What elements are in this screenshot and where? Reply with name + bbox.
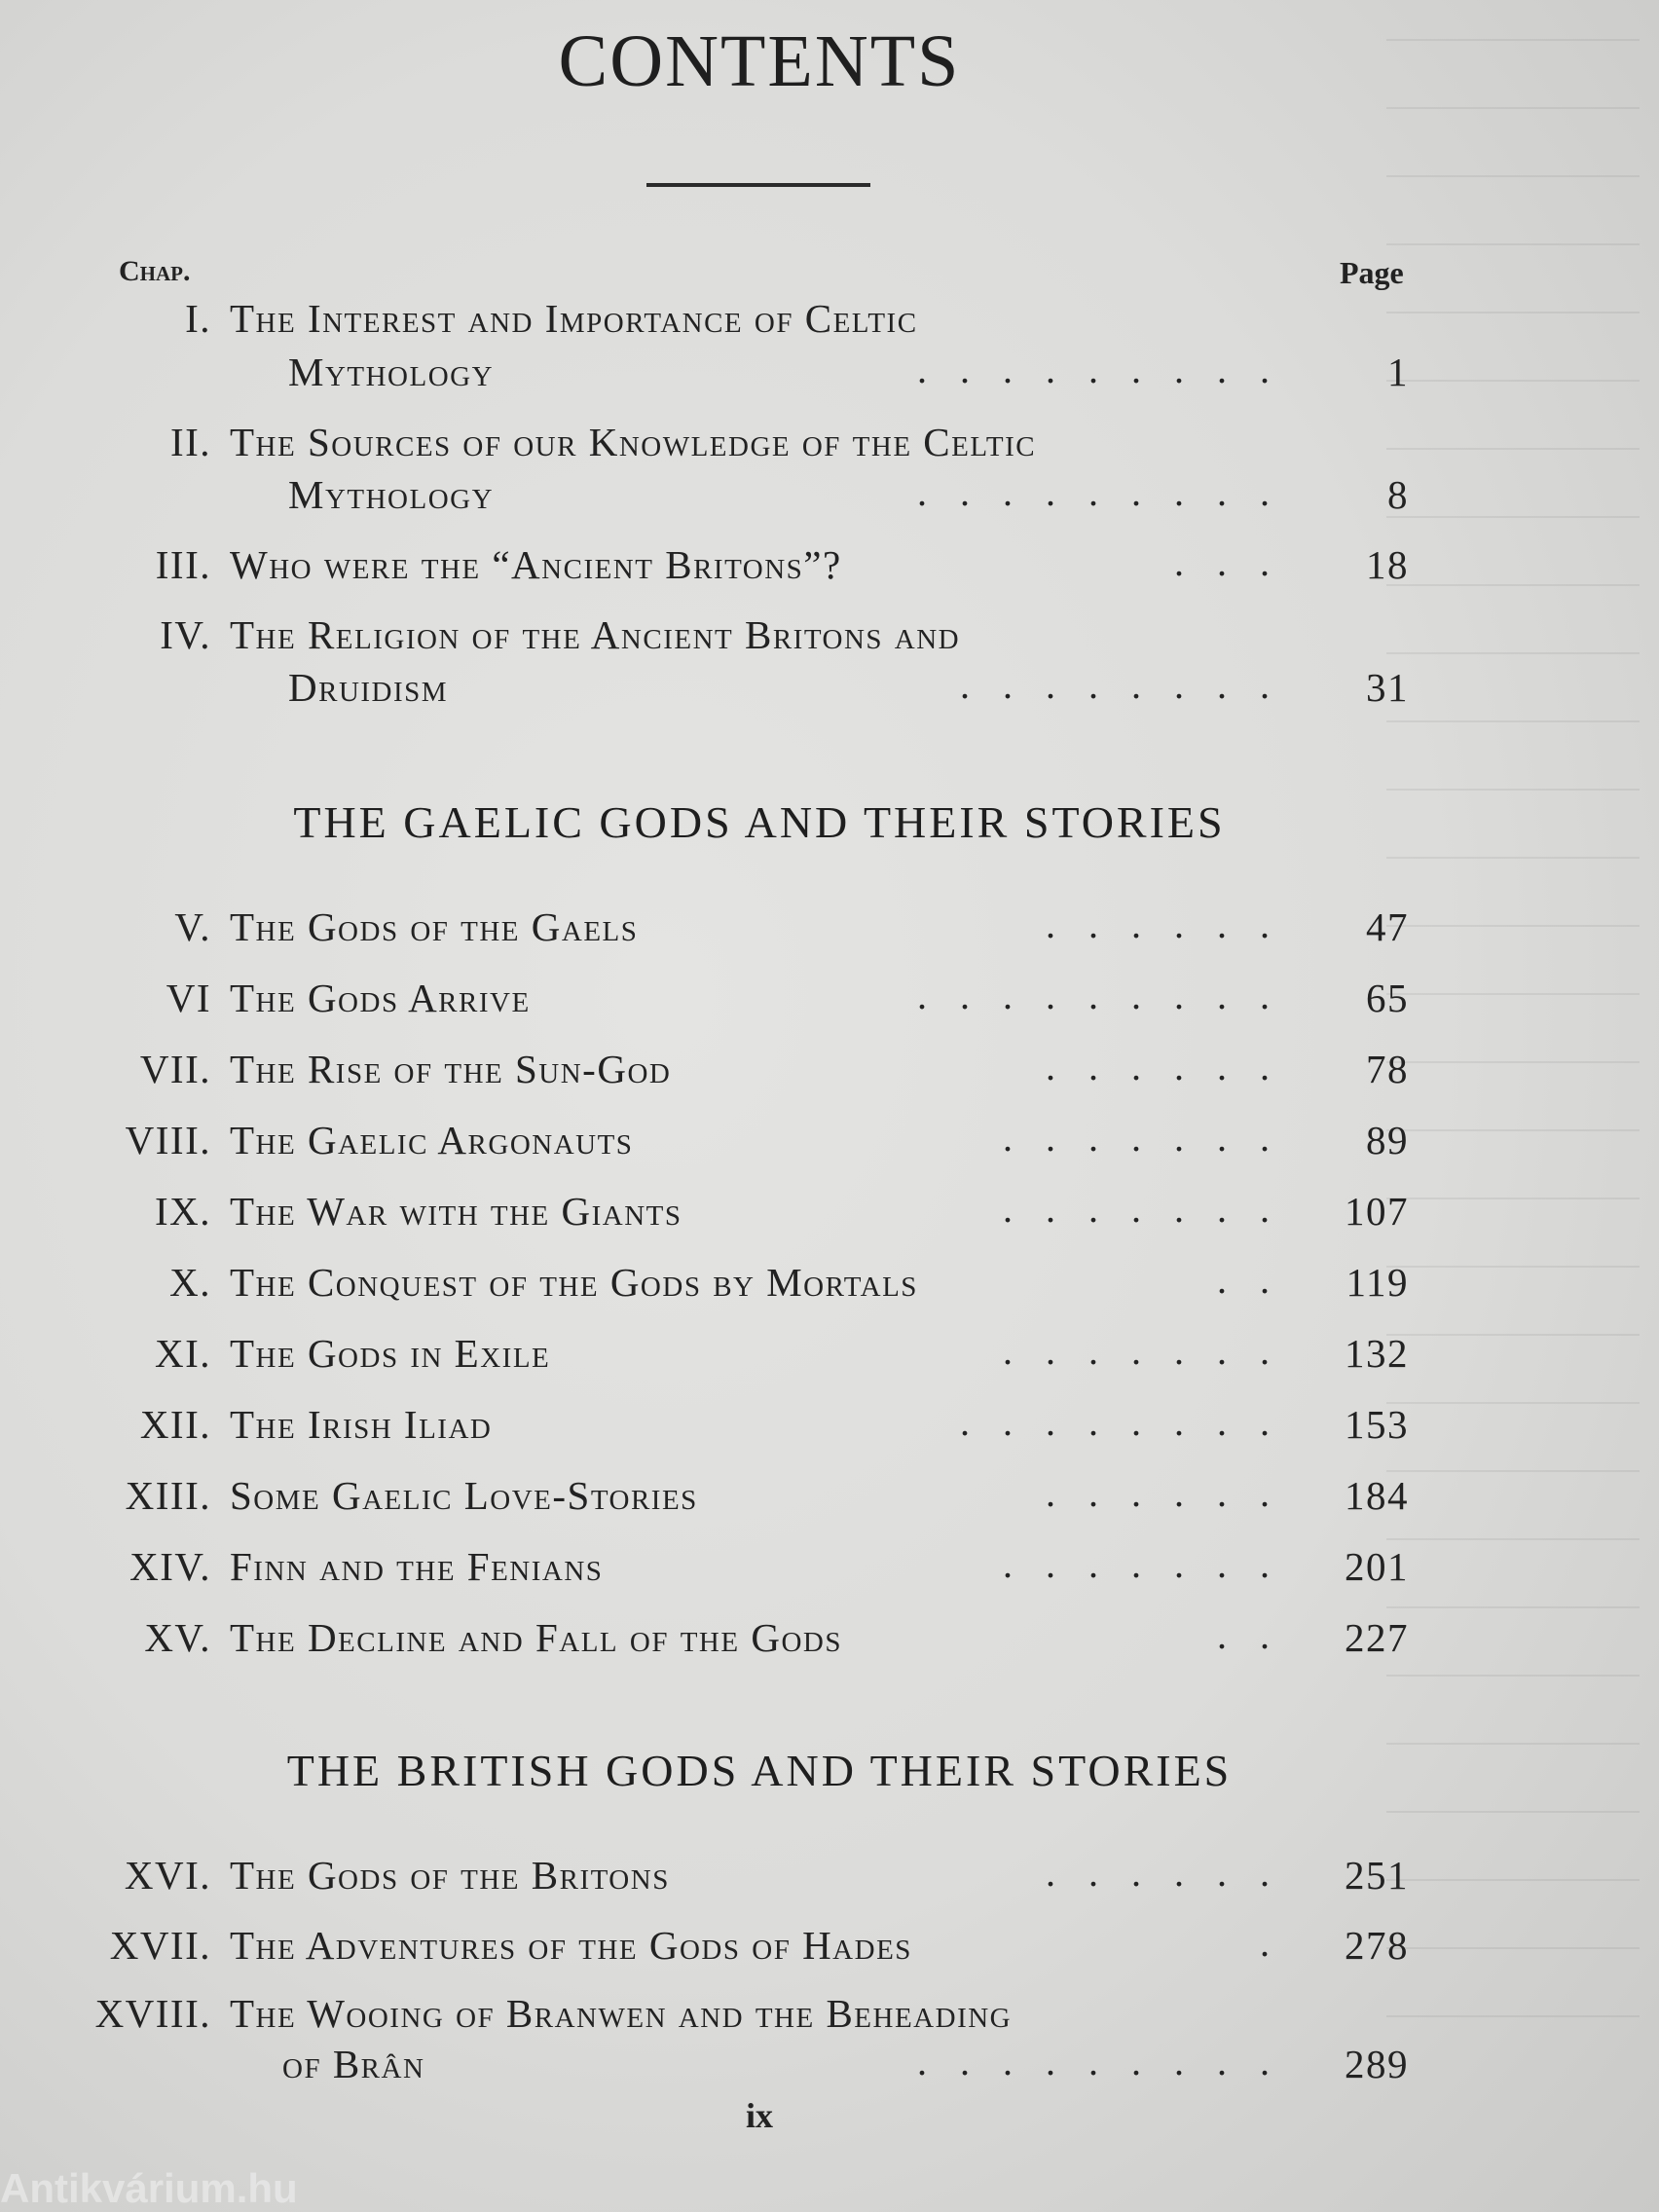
chapter-title: The Gods of the Gaels xyxy=(230,904,639,949)
chapter-number: IX. xyxy=(154,1189,211,1234)
toc-entry xyxy=(0,1111,1421,1169)
page-number: 8 xyxy=(1387,472,1409,517)
chapter-number: IV. xyxy=(160,612,211,657)
chapter-title: The Gods in Exile xyxy=(230,1331,551,1376)
page-column-header: Page xyxy=(1340,255,1404,290)
page-number: 289 xyxy=(1345,2042,1409,2086)
chapter-number: V. xyxy=(174,904,211,949)
dot-leader: ........ xyxy=(960,663,1303,707)
chapter-number: XVII. xyxy=(109,1923,211,1968)
page-title: CONTENTS xyxy=(558,20,961,102)
chapter-number: XIV. xyxy=(129,1544,211,1589)
dot-leader: ....... xyxy=(1003,1542,1303,1586)
page-number: 65 xyxy=(1366,976,1409,1020)
title-rule xyxy=(646,183,870,187)
chapter-number: III. xyxy=(155,542,211,587)
chapter-title: The Decline and Fall of the Gods xyxy=(230,1615,842,1660)
chapter-title: Some Gaelic Love-Stories xyxy=(230,1473,698,1518)
chapter-number: XIII. xyxy=(125,1473,211,1518)
chapter-title: The Gods of the Britons xyxy=(230,1853,670,1898)
chapter-title: The Adventures of the Gods of Hades xyxy=(230,1923,912,1968)
chapter-number: VI xyxy=(166,976,211,1020)
chapter-number: XI. xyxy=(154,1331,211,1376)
toc-entry xyxy=(0,1916,1421,1974)
toc-entry-continuation xyxy=(0,343,1421,401)
page-number: 1 xyxy=(1387,350,1409,394)
toc-entry-continuation xyxy=(0,2035,1421,2093)
section-heading-gaelic: THE GAELIC GODS AND THEIR STORIES xyxy=(293,797,1226,847)
page-number: 107 xyxy=(1345,1189,1409,1234)
page-number: 78 xyxy=(1366,1047,1409,1091)
toc-entry xyxy=(0,969,1421,1027)
toc-entry xyxy=(0,1608,1421,1667)
toc-entry xyxy=(0,1324,1421,1382)
dot-leader: ......... xyxy=(917,470,1303,514)
toc-entry xyxy=(0,1846,1421,1904)
chapter-number: VIII. xyxy=(125,1118,211,1162)
page-number: 18 xyxy=(1366,542,1409,587)
toc-entry xyxy=(0,535,1421,594)
dot-leader: ....... xyxy=(1003,1116,1303,1160)
chapter-title: The Rise of the Sun-God xyxy=(230,1047,672,1091)
toc-entry xyxy=(0,1466,1421,1525)
chapter-number: XV. xyxy=(144,1615,211,1660)
chapter-title: Who were the “Ancient Britons”? xyxy=(230,542,842,587)
dot-leader: ......... xyxy=(917,974,1303,1017)
toc-entry xyxy=(0,1182,1421,1240)
dot-leader: ...... xyxy=(1046,1045,1303,1088)
page-number: 132 xyxy=(1345,1331,1409,1376)
dot-leader: ....... xyxy=(1003,1187,1303,1231)
toc-entry-continuation xyxy=(0,465,1421,524)
toc-entry xyxy=(0,606,1421,664)
toc-entry xyxy=(0,898,1421,956)
chapter-title: The Interest and Importance of Celtic xyxy=(230,296,918,341)
chapter-title: The Conquest of the Gods by Mortals xyxy=(230,1260,918,1305)
page-number: 184 xyxy=(1345,1473,1409,1518)
folio-number: ix xyxy=(745,2096,773,2135)
chapter-number: VII. xyxy=(139,1047,211,1091)
chapter-title: Finn and the Fenians xyxy=(230,1544,604,1589)
dot-leader: ........ xyxy=(960,1400,1303,1444)
dot-leader: ...... xyxy=(1046,903,1303,946)
chapter-number: X. xyxy=(169,1260,211,1305)
chapter-title-continuation: Mythology xyxy=(288,350,495,394)
dot-leader: . xyxy=(1260,1921,1303,1965)
chapter-number: I. xyxy=(185,296,211,341)
dot-leader: ......... xyxy=(917,2040,1303,2083)
page-number: 227 xyxy=(1345,1615,1409,1660)
page-number: 31 xyxy=(1366,665,1409,710)
toc-entry-continuation xyxy=(0,658,1421,717)
toc-entry xyxy=(0,289,1421,348)
chapter-title: The Gaelic Argonauts xyxy=(230,1118,634,1162)
dot-leader: ....... xyxy=(1003,1329,1303,1373)
page-number: 201 xyxy=(1345,1544,1409,1589)
dot-leader: .. xyxy=(1217,1258,1303,1302)
chapter-title-continuation: Druidism xyxy=(288,665,449,710)
dot-leader: ...... xyxy=(1046,1471,1303,1515)
chapter-column-header: Chap. xyxy=(119,255,191,287)
dot-leader: .. xyxy=(1217,1613,1303,1657)
page-number: 119 xyxy=(1346,1260,1409,1305)
page-number: 278 xyxy=(1345,1923,1409,1968)
page-number: 89 xyxy=(1366,1118,1409,1162)
chapter-title: The Wooing of Branwen and the Beheading xyxy=(230,1991,1013,2036)
page-number: 47 xyxy=(1366,904,1409,949)
chapter-title: The Sources of our Knowledge of the Celtic xyxy=(230,420,1037,464)
toc-entry xyxy=(0,1537,1421,1596)
chapter-title: The Irish Iliad xyxy=(230,1402,493,1447)
page-number: 251 xyxy=(1345,1853,1409,1898)
page-number: 153 xyxy=(1345,1402,1409,1447)
toc-entry xyxy=(0,413,1421,471)
dot-leader: ...... xyxy=(1046,1851,1303,1895)
chapter-title-continuation: of Brân xyxy=(282,2042,425,2086)
chapter-number: XVI. xyxy=(124,1853,211,1898)
watermark: Antikvárium.hu xyxy=(0,2165,298,2211)
toc-entry xyxy=(0,1395,1421,1454)
chapter-number: II. xyxy=(169,420,211,464)
chapter-number: XII. xyxy=(139,1402,211,1447)
section-heading-british: THE BRITISH GODS AND THEIR STORIES xyxy=(286,1746,1233,1795)
dot-leader: ......... xyxy=(917,348,1303,391)
chapter-title: The Gods Arrive xyxy=(230,976,531,1020)
chapter-title: The Religion of the Ancient Britons and xyxy=(230,612,961,657)
toc-entry xyxy=(0,1040,1421,1098)
chapter-number: XVIII. xyxy=(94,1991,211,2036)
chapter-title: The War with the Giants xyxy=(230,1189,682,1234)
toc-entry xyxy=(0,1253,1421,1311)
dot-leader: ... xyxy=(1174,540,1303,584)
chapter-title-continuation: Mythology xyxy=(288,472,495,517)
